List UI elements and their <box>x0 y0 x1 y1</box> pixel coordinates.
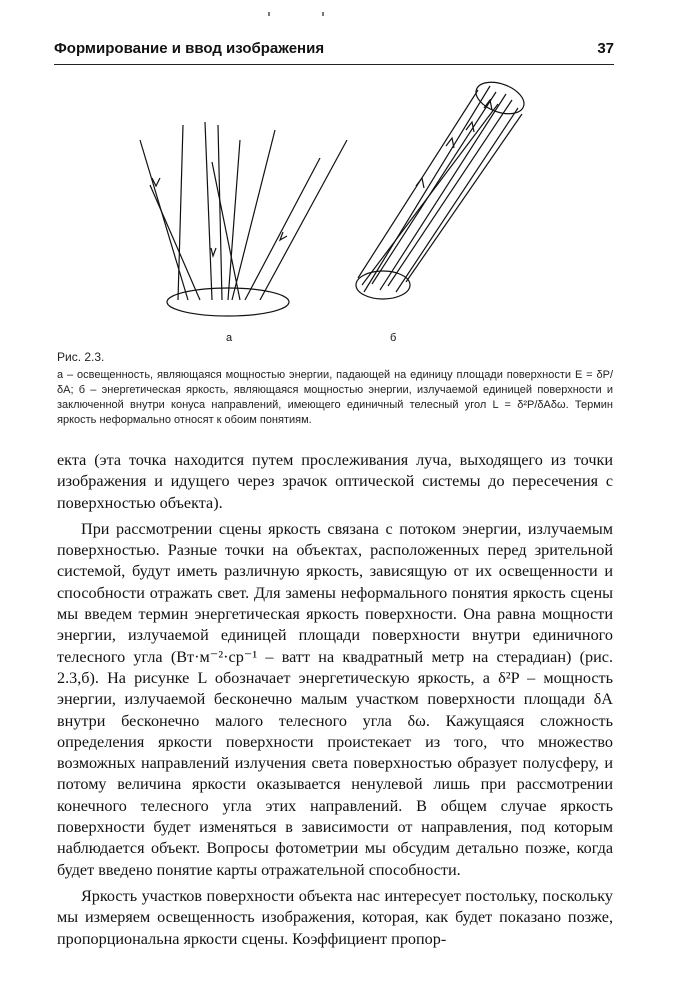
main-text <box>57 450 613 950</box>
emitted-ray <box>396 108 518 292</box>
diagram-irradiance <box>140 122 347 316</box>
incident-ray <box>150 185 200 300</box>
emitted-ray <box>362 104 498 285</box>
figure-caption <box>57 350 613 428</box>
ray-arrowhead <box>416 178 424 188</box>
incident-ray <box>205 122 212 300</box>
incident-ray <box>212 162 240 300</box>
paragraph: Яркость участков поверхности объекта нас интересует постольку, поскольку мы измеряем освещенность изображения, которая, как будет показано позже, пропорциональна яркости сцены. Коэффициент пропор- <box>57 886 613 948</box>
scan-mark <box>322 12 324 16</box>
figure-label-b: б <box>390 332 397 344</box>
ray-arrowhead <box>280 232 287 240</box>
paragraph: При рассмотрении сцены яркость связана с потоком энергии, излучаемым поверхностью. Разные точки на объектах, расположенных перед зрительной системой, будут иметь различную яркость, зависящую от их освещенности и способности отражать свет. Для замены неформального понятия яркость сцены мы введем термин энергетическая яркость поверхности. Она равна мощности энергии, излучаемой единицей площади поверхности внутри единичного телесного угла (Вт·м⁻²·ср⁻¹ – ватт на квадратный метр на стерадиан) (рис. 2.3,б). На рисунке L обозначает энергетическую яркость, а δ²P – мощность энергии, излучаемой бесконечно малым участком поверхности площади δA внутри бесконечно малого телесного угла δω. Кажущаяся сложность определения яркости поверхности проистекает из того, что множество возможных направлений излучения света поверхностью образует полусферу, и потому величина яркости оказывается ненулевой лишь при рассмотрении конечного телесного угла этих направлений. В общем случае яркость поверхности будет изменяться в зависимости от направления, под которым наблюдается объект. Вопросы фотометрии мы обсудим детально позже, когда будет введено понятие карты отражательной способности. <box>57 519 613 879</box>
incident-ray <box>218 125 222 300</box>
ray-arrowhead <box>211 248 216 256</box>
paragraph: екта (эта точка находится путем прослеживания луча, выходящего из точки изображения и идущего через зрачок оптической системы до пересечения с поверхностью объекта). <box>57 451 613 512</box>
scan-mark <box>268 12 270 16</box>
page-number: 37 <box>597 40 614 57</box>
emitted-ray <box>364 86 490 292</box>
emitted-ray <box>372 92 496 284</box>
figure-label-a: а <box>226 332 233 344</box>
emitted-ray <box>388 100 512 286</box>
figure-caption-text: а – освещенность, являющаяся мощностью энергии, падающей на единицу площади поверхности E = δP/δA; б – энергетическая яркость, являющаяся мощностью энергии, излучаемой единицей поверхности и заключенной внутри конуса направлений, имеющего единичный телесный угол L = δ²P/δAδω. Термин яркость неформально относят к обоим понятиям. <box>57 369 613 426</box>
running-header <box>54 38 614 65</box>
incident-ray <box>260 140 347 300</box>
emitted-ray <box>406 114 522 282</box>
figure-number: Рис. 2.3. <box>57 350 105 364</box>
solid-angle-cap <box>472 78 529 120</box>
header-title: Формирование и ввод изображения <box>54 40 325 57</box>
emitted-ray <box>380 94 506 290</box>
figure-2-3 <box>120 78 540 318</box>
diagram-radiance <box>356 78 528 299</box>
incident-ray <box>245 158 320 300</box>
